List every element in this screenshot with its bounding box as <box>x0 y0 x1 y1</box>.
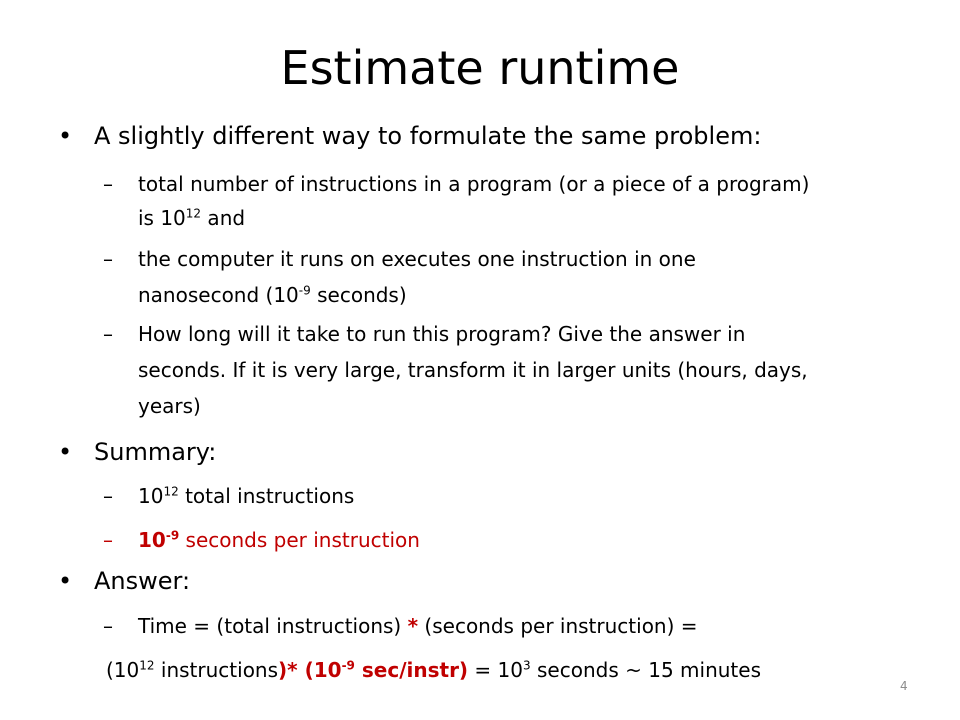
slide-title: Estimate runtime <box>280 41 680 95</box>
bullet-marker: • <box>58 122 73 150</box>
sub-1-2-line-2: nanosecond ($10^{-9}$ seconds) <box>138 283 407 307</box>
dash-marker: – <box>103 247 113 271</box>
sub-3-1: Time = (total instructions) * (seconds per instruction) = <box>138 614 698 638</box>
sub-2-1: $10^{12}$ total instructions <box>138 484 355 508</box>
bullet-2-text: Summary: <box>94 438 217 466</box>
sub-1-3-line-1: How long will it take to run this program? Give the answer in <box>138 322 746 346</box>
equation-line: ($10^{12}$ instructions)* ($10^{-9}$ sec/instr) = $10^3$ seconds ~ 15 minutes <box>106 658 761 682</box>
sub-1-3-line-3: years) <box>138 394 201 418</box>
bullet-marker: • <box>58 438 73 466</box>
sub-1-3-line-2: seconds. If it is very large, transform it in larger units (hours, days, <box>138 358 808 382</box>
dash-marker: – <box>103 484 113 508</box>
sub-1-1-line-2: is $10^{12}$ and <box>138 206 246 230</box>
bullet-1-text: A slightly different way to formulate the same problem: <box>94 122 762 150</box>
bullet-3-text: Answer: <box>94 567 191 595</box>
dash-marker: – <box>103 172 113 196</box>
dash-marker: – <box>103 322 113 346</box>
dash-marker: – <box>103 528 113 552</box>
sub-1-2-line-1: the computer it runs on executes one instruction in one <box>138 247 696 271</box>
page-number: 4 <box>900 679 908 693</box>
sub-2-2: $10^{-9}$ seconds per instruction <box>138 528 420 552</box>
dash-marker: – <box>103 614 113 638</box>
sub-1-1-line-1: total number of instructions in a program (or a piece of a program) <box>138 172 810 196</box>
bullet-marker: • <box>58 567 73 595</box>
